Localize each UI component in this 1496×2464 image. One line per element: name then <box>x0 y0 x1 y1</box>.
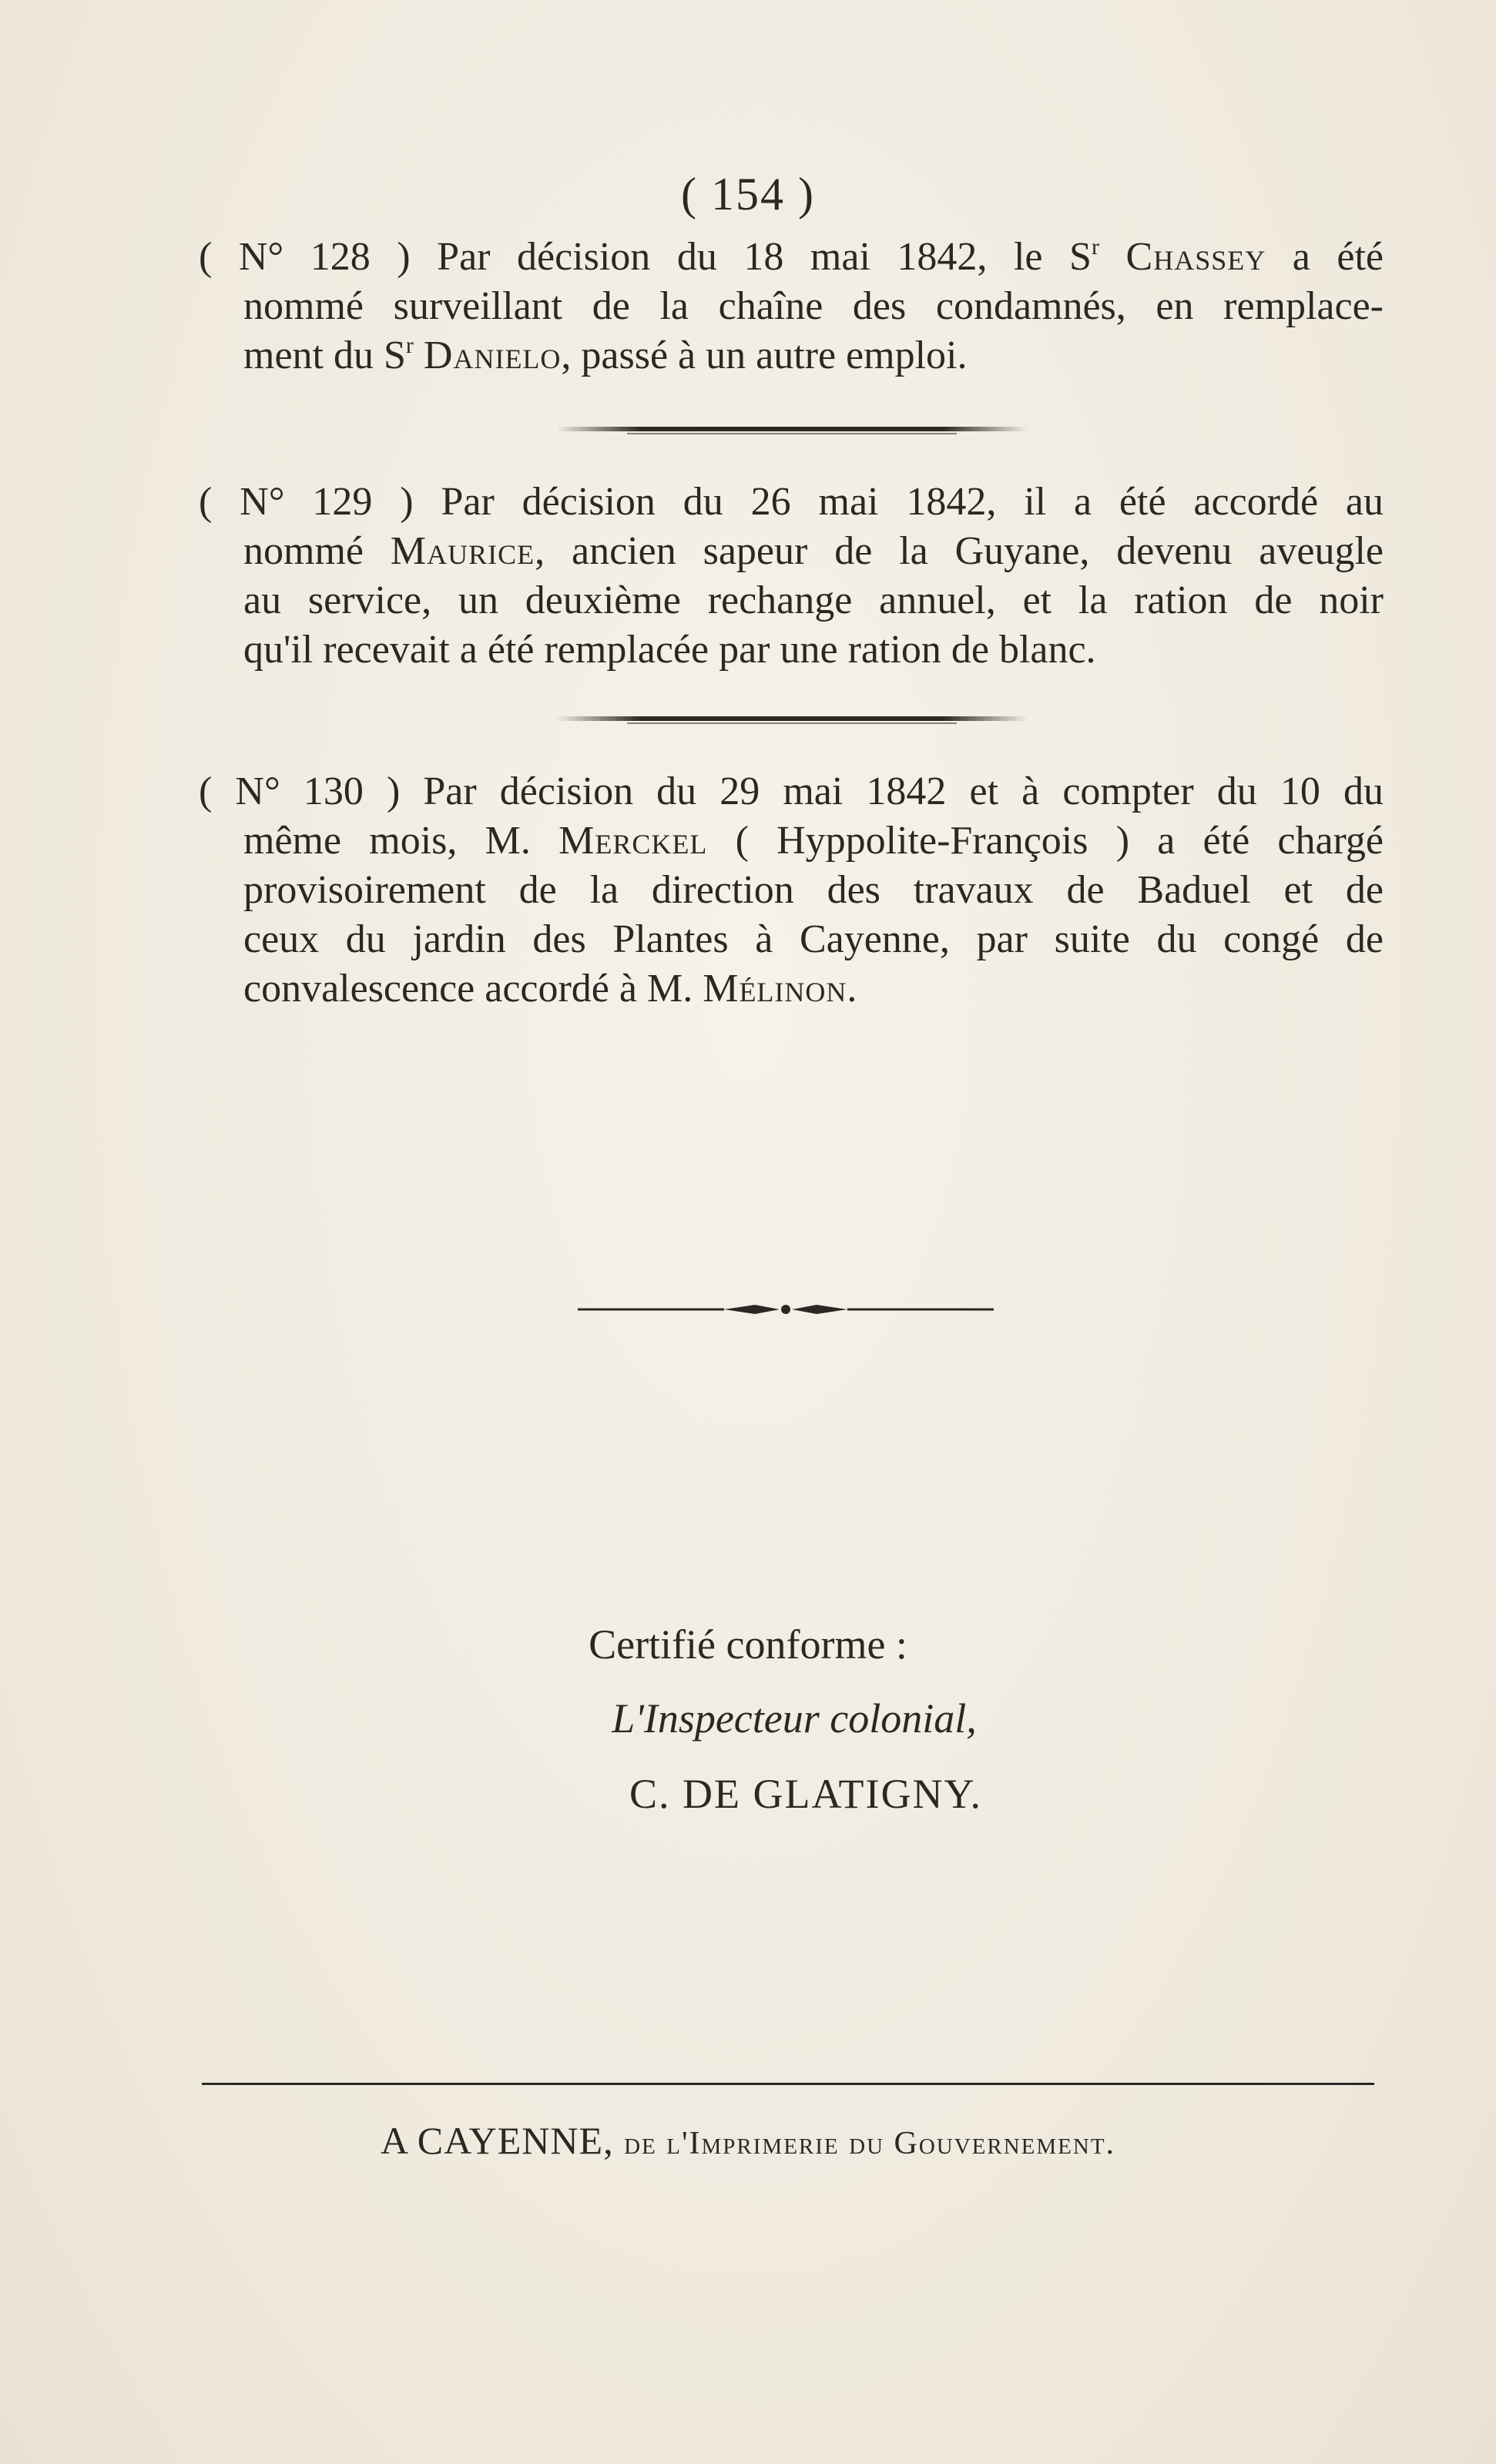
name-merckel: Merckel <box>558 819 708 863</box>
entry-130 <box>199 767 1384 1014</box>
ornamental-divider <box>578 1300 994 1319</box>
entry-129 <box>199 478 1384 675</box>
bleed-through-texture <box>185 100 1356 2180</box>
entry-129-line-2: nommé Maurice, ancien sapeur de la Guyane, devenu aveugle <box>243 529 1384 573</box>
footer-rule <box>202 2083 1374 2085</box>
page-number: ( 154 ) <box>681 169 815 220</box>
printer-imprint: A CAYENNE, de l'Imprimerie du Gouvernement. <box>380 2119 1116 2162</box>
entry-130-line-2: même mois, M. Merckel ( Hyppolite-François ) a été chargé <box>243 819 1384 863</box>
entry-128-line-1: ( N° 128 ) Par décision du 18 mai 1842, le $S^r$ Chassey a été <box>199 234 1384 279</box>
entry-130-line-1: ( N° 130 ) Par décision du 29 mai 1842 et à compter du 10 du <box>199 769 1384 813</box>
entry-130-line-5: convalescence accordé à M. Mélinon. <box>243 967 857 1011</box>
name-danielo: Danielo <box>423 334 562 377</box>
entry-128-line-3: ment du $S^r$ Danielo, passé à un autre emploi. <box>243 333 968 377</box>
entry-129-line-1: ( N° 129 ) Par décision du 26 mai 1842, il a été accordé au <box>199 480 1384 524</box>
signatory-name: C. DE GLATIGNY. <box>629 1771 982 1817</box>
name-melinon: Mélinon <box>703 967 847 1011</box>
certification-line: Certifié conforme : <box>589 1621 907 1668</box>
separator-rule-2 <box>556 716 1028 721</box>
inspector-title: L'Inspecteur colonial, <box>612 1695 977 1742</box>
entry-129-line-3: au service, un deuxième rechange annuel, et la ration de noir <box>243 578 1384 622</box>
entry-130-line-4: ceux du jardin des Plantes à Cayenne, par suite du congé de <box>243 917 1384 961</box>
entry-130-line-3: provisoirement de la direction des travaux de Baduel et de <box>243 868 1384 912</box>
entry-129-line-4: qu'il recevait a été remplacée par une ration de blanc. <box>243 628 1096 672</box>
separator-rule-1 <box>556 427 1028 431</box>
entry-128-line-2: nommé surveillant de la chaîne des condamnés, en remplace- <box>243 284 1384 328</box>
name-maurice: Maurice <box>390 529 535 573</box>
entry-128 <box>199 233 1384 380</box>
name-chassey: Chassey <box>1125 235 1266 279</box>
